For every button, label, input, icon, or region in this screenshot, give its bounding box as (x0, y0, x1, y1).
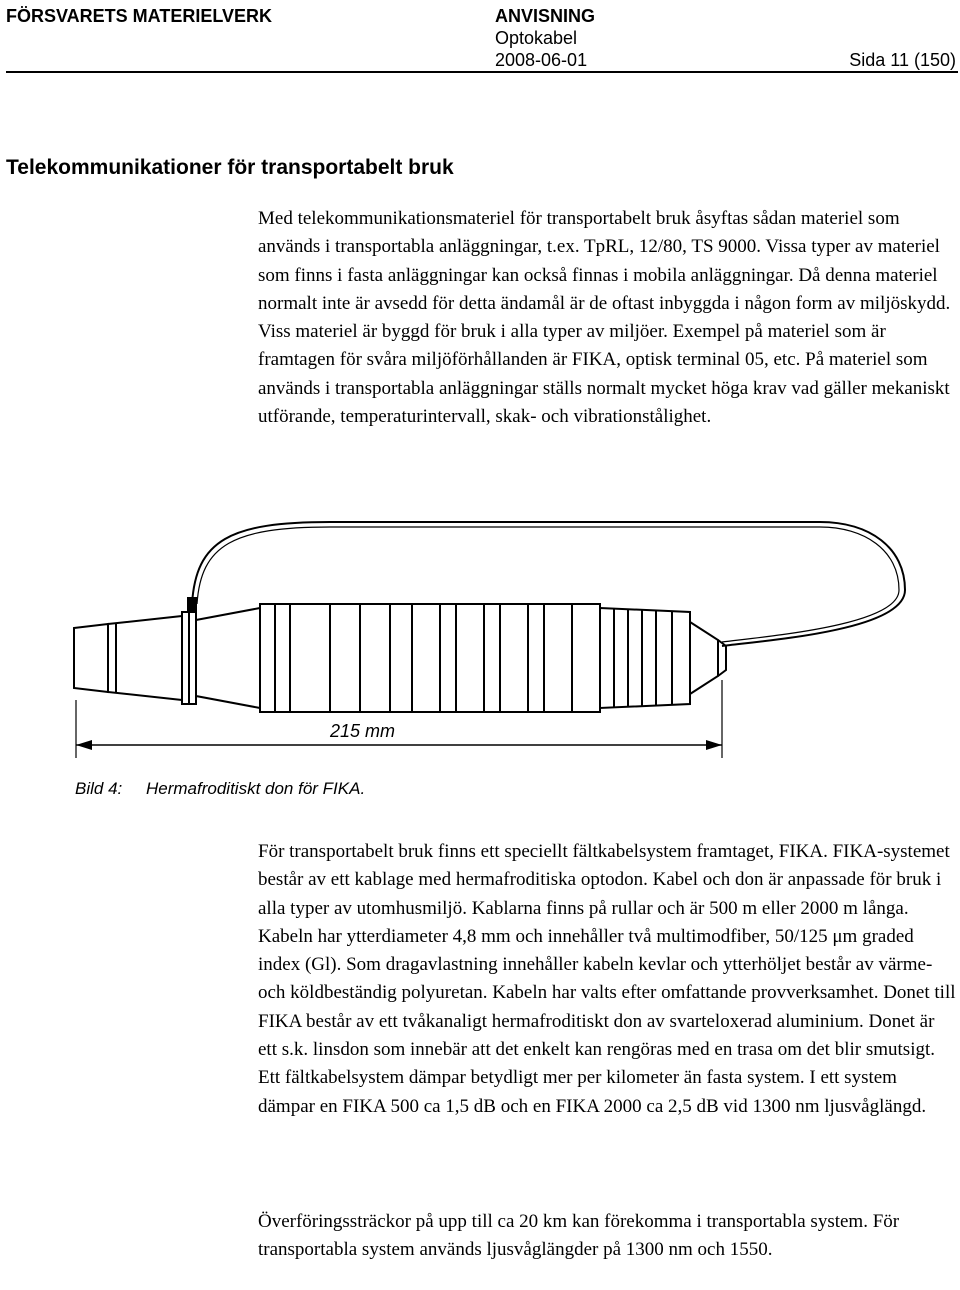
header-page-number: Sida 11 (150) (849, 50, 956, 70)
caption-number: Bild 4: (75, 779, 123, 798)
paragraph-1: Med telekommunikationsmateriel för transportabelt bruk åsyftas sådan materiel som används i transportabla anläggningar, t.ex. TpRL, 12/80, TS 9000. Vissa typer av materiel som finns i fasta anläggningar kan också finnas i mobila anläggningar. Då denna materiel normalt inte är avsedd för detta ändamål är de oftast inbyggda i någon form av miljöskydd. Viss materiel är byggd för bruk i alla typer av miljöer. Exempel på materiel som är framtagen för svåra miljöförhållanden är FIKA, optisk terminal 05, etc. På materiel som används i transportabla anläggningar ställs normalt mycket höga krav vad gäller mekaniskt utförande, temperaturintervall, skak- och vibrationstålighet. (258, 208, 951, 428)
strain-relief (690, 622, 718, 694)
connector-tip (74, 624, 108, 692)
connector-figure (0, 505, 960, 765)
connector-body (260, 604, 600, 712)
connector-cone (196, 608, 260, 708)
header-subject: Optokabel (495, 28, 578, 48)
figure-caption (75, 779, 365, 799)
header-doc-type: ANVISNING (495, 6, 596, 26)
section-title: Telekommunikationer för transportabelt bruk (6, 156, 454, 179)
fiber-cable-loop (192, 522, 905, 646)
paragraph-3: Överföringssträckor på upp till ca 20 km kan förekomma i transportabla system. För transportabla system används ljusvåglängder på 1300 nm och 1550. (258, 1211, 900, 1261)
header-date: 2008-06-01 (495, 50, 588, 70)
header-rule (6, 71, 958, 73)
dimension-label: 215 mm (330, 721, 396, 741)
connector-neck (108, 616, 182, 700)
header-org: FÖRSVARETS MATERIELVERK (6, 6, 273, 26)
paragraph-2: För transportabelt bruk finns ett speciellt fältkabelsystem framtaget, FIKA. FIKA-systemet består av ett kablage med hermafroditiska optodon. Kabel och don är anpassade för bruk i alla typer av utomhusmiljö. Kablarna finns på rullar och är 500 m eller 2000 m långa. Kabeln har ytterdiameter 4,8 mm och innehåller två multimodfiber, 50/125 μm graded index (Gl). Som dragavlastning innehåller kabeln kevlar och ytterhöljet består av värme- och köldbeständig polyuretan. Kabeln har valts efter omfattande provverksamhet. Donet till FIKA består av ett tvåkanaligt hermafroditiskt don av svarteloxerad aluminium. Donet är ett s.k. linsdon som innebär att det enkelt kan rengöras med en trasa om det blir smutsigt. Ett fältkabelsystem dämpar betydligt mer per kilometer än fasta system. I ett system dämpar en FIKA 500 ca 1,5 dB och en FIKA 2000 ca 2,5 dB vid 1300 nm ljusvåglängd. (258, 841, 956, 1117)
caption-text: Hermafroditiskt don för FIKA. (146, 779, 366, 798)
